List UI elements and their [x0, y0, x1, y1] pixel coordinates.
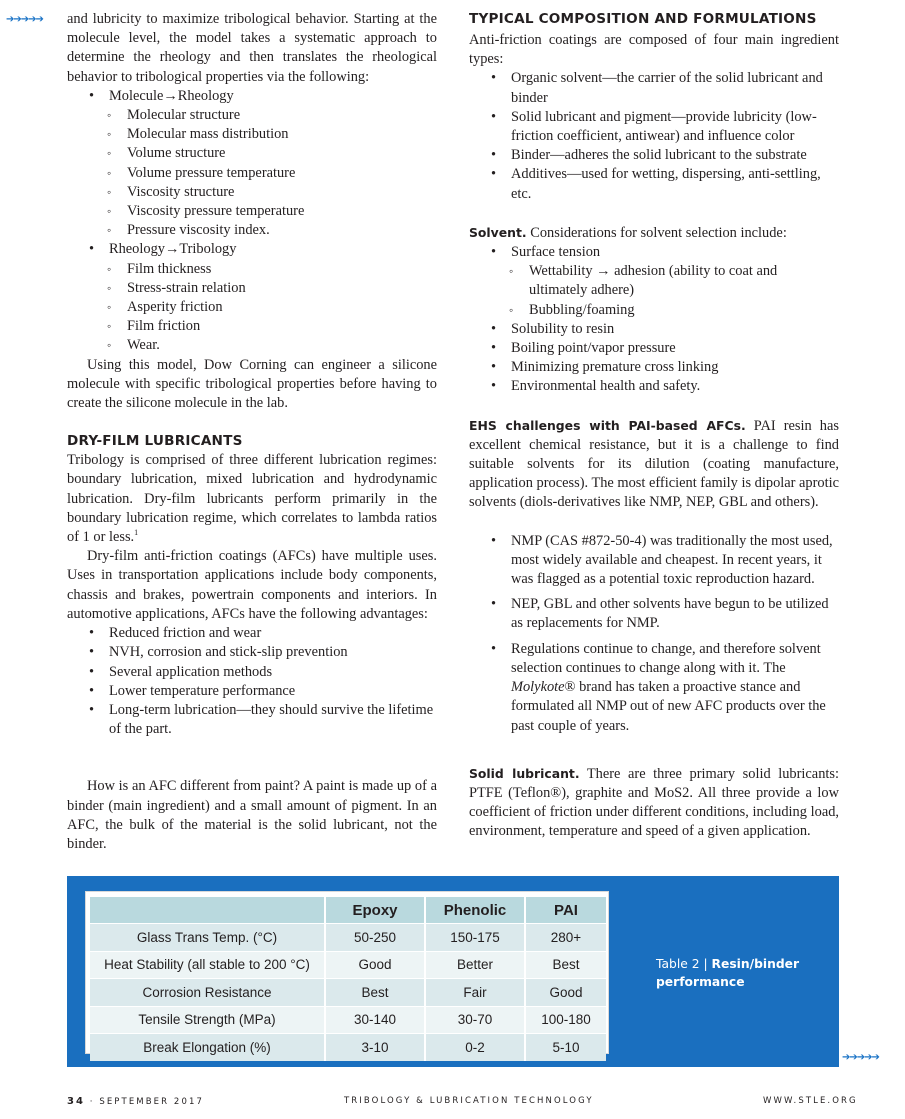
list-item: • Binder—adheres the solid lubricant to the substrate — [469, 146, 839, 165]
list-item: ◦ Film thickness — [109, 260, 437, 279]
table-row — [90, 951, 606, 979]
table-caption-title: Resin/binder performance — [656, 957, 800, 989]
table-cell: Good — [326, 951, 426, 979]
table-caption-number: Table 2 | — [656, 957, 708, 971]
table-cell: 100-180 — [526, 1006, 606, 1034]
table-cell: Fair — [426, 978, 526, 1006]
table-cell: 150-175 — [426, 923, 526, 951]
table-cell: 280+ — [526, 923, 606, 951]
table-cell: Corrosion Resistance — [90, 978, 326, 1006]
list-item: • NVH, corrosion and stick-slip prevention — [67, 643, 437, 662]
list-item: • NMP (CAS #872-50-4) was traditionally the most used, most widely available and cheapest. In recent years, it was flagged as a potential toxic reproduction hazard. — [469, 532, 839, 590]
solid-lubricant-paragraph: Solid lubricant. There are three primary solid lubricants: PTFE (Teflon®), graphite and MoS2. All three provide a low coefficient of friction under different conditions, including load, environment, temperature and speed of a given application. — [469, 765, 839, 840]
advantages-list — [67, 624, 437, 739]
table-cell: Break Elongation (%) — [90, 1033, 326, 1061]
sub-list — [109, 106, 437, 240]
ehs-list — [469, 532, 839, 736]
table-cell: 30-140 — [326, 1006, 426, 1034]
list-item: ◦ Viscosity pressure temperature — [109, 202, 437, 221]
model-list — [67, 87, 437, 356]
list-item: ◦ Film friction — [109, 317, 437, 336]
table-row — [90, 978, 606, 1006]
list-item: • Surface tension ◦ Wettability → adhesion (ability to coat and ultimately adhere) ◦ Bubbling/foaming — [469, 243, 839, 320]
list-item: ◦ Pressure viscosity index. — [109, 221, 437, 240]
left-column — [67, 10, 437, 854]
table-header-cell: Epoxy — [326, 897, 426, 923]
website-url: WWW.STLE.ORG — [763, 1096, 858, 1106]
list-item: • Minimizing premature cross linking — [469, 358, 839, 377]
footer-left — [67, 1096, 204, 1107]
list-item: • Molecule→Rheology ◦ Molecular structure ◦ Molecular mass distribution ◦ Volume structure ◦ Volume pressure temperature ◦ Viscosity structure ◦ Viscosity pressure temperature ◦ Pressure viscosity index. — [67, 87, 437, 241]
table-row — [90, 923, 606, 951]
model-paragraph: Using this model, Dow Corning can engineer a silicone molecule with specific tribological properties before having to create the silicone molecule in the lab. — [67, 356, 437, 412]
continues-arrows-icon: ➔➔➔➔➔ — [842, 1052, 879, 1063]
list-item: ◦ Bubbling/foaming — [511, 301, 839, 320]
list-item: • Regulations continue to change, and therefore solvent selection continues to change along with it. The Molykote® brand has taken a proactive stance and formulated all NMP out of new AFC products over the past couple of years. — [469, 640, 839, 736]
list-item: ◦ Molecular mass distribution — [109, 125, 437, 144]
table-figure-panel — [67, 876, 839, 1067]
table-caption — [656, 955, 816, 991]
list-item: • Boiling point/vapor pressure — [469, 339, 839, 358]
list-item: • Reduced friction and wear — [67, 624, 437, 643]
table-cell: Good — [526, 978, 606, 1006]
list-item: • Several application methods — [67, 663, 437, 682]
table-header-row — [90, 897, 606, 923]
table-header-cell: Phenolic — [426, 897, 526, 923]
paint-paragraph: How is an AFC different from paint? A paint is made up of a binder (main ingredient) and a small amount of pigment. In an AFC, the bulk of the material is the solid lubricant, not the binder. — [67, 778, 437, 852]
ehs-paragraph: EHS challenges with PAI-based AFCs. PAI resin has excellent chemical resistance, but it is a challenge to find suitable solvents for its dilution (coating manufacture, application process). The most efficient family is dipolar aprotic solvents (diols-derivatives like NMP, NEP, GBL and others). — [469, 417, 839, 511]
list-item: • Long-term lubrication—they should survive the lifetime of the part. — [67, 701, 437, 739]
list-item: • Lower temperature performance — [67, 682, 437, 701]
table-cell: 5-10 — [526, 1033, 606, 1061]
list-item: ◦ Volume structure — [109, 144, 437, 163]
list-item: ◦ Wettability → adhesion (ability to coat and ultimately adhere) — [511, 262, 839, 300]
list-item: • Additives—used for wetting, dispersing, anti-settling, etc. — [469, 165, 839, 203]
composition-intro: Anti-friction coatings are composed of four main ingredient types: — [469, 32, 839, 68]
right-column — [469, 10, 839, 842]
table-cell: Heat Stability (all stable to 200 °C) — [90, 951, 326, 979]
ingredients-list — [469, 69, 839, 203]
list-item: • NEP, GBL and other solvents have begun to be utilized as replacements for NMP. — [469, 595, 839, 633]
table-cell: Glass Trans Temp. (°C) — [90, 923, 326, 951]
list-item: ◦ Asperity friction — [109, 298, 437, 317]
solvent-list — [469, 243, 839, 397]
dry-film-paragraph-2: Dry-film anti-friction coatings (AFCs) have multiple uses. Uses in transportation applications include body components, chassis and brakes, powertrain components and interiors. In automotive applications, AFCs have the following advantages: — [67, 548, 437, 622]
table-row — [90, 1006, 606, 1034]
section-heading-composition: TYPICAL COMPOSITION AND FORMULATIONS — [469, 11, 817, 27]
intro-paragraph: and lubricity to maximize tribological behavior. Starting at the molecule level, the model takes a systematic approach to determine the rheology and then translates the rheological behavior to tribological properties via the following: — [67, 11, 437, 85]
sub-list — [511, 262, 839, 320]
footnote-ref: 1 — [134, 528, 139, 538]
table-cell: Best — [326, 978, 426, 1006]
list-item: ◦ Viscosity structure — [109, 183, 437, 202]
table-header-cell: PAI — [526, 897, 606, 923]
list-item: ◦ Wear. — [109, 336, 437, 355]
issue-date: · SEPTEMBER 2017 — [89, 1097, 204, 1107]
table-cell: 30-70 — [426, 1006, 526, 1034]
list-item: • Environmental health and safety. — [469, 377, 839, 396]
dry-film-paragraph-1: Tribology is comprised of three different lubrication regimes: boundary lubrication, mixed lubrication and hydrodynamic lubrication. Dry-film lubricants perform primarily in the boundary lubrication regime, which correlates to lambda ratios of 1 or less.$^1$ — [67, 452, 437, 546]
table-cell: Best — [526, 951, 606, 979]
list-item: ◦ Molecular structure — [109, 106, 437, 125]
table-cell: Tensile Strength (MPa) — [90, 1006, 326, 1034]
table-cell: 3-10 — [326, 1033, 426, 1061]
resin-table-container — [85, 891, 609, 1054]
table-cell: Better — [426, 951, 526, 979]
table-header-cell — [90, 897, 326, 923]
list-item: • Solubility to resin — [469, 320, 839, 339]
table-cell: 50-250 — [326, 923, 426, 951]
sub-list — [109, 260, 437, 356]
list-item: ◦ Stress-strain relation — [109, 279, 437, 298]
solvent-paragraph: Solvent. Considerations for solvent selection include: — [469, 224, 787, 241]
list-item: • Organic solvent—the carrier of the solid lubricant and binder — [469, 69, 839, 107]
list-item: ◦ Volume pressure temperature — [109, 164, 437, 183]
table-cell: 0-2 — [426, 1033, 526, 1061]
table-row — [90, 1033, 606, 1061]
list-item: • Rheology→Tribology ◦ Film thickness ◦ Stress-strain relation ◦ Asperity friction ◦ Film friction ◦ Wear. — [67, 240, 437, 355]
page-number: 34 — [67, 1096, 85, 1107]
continued-from-arrows-icon: ➔➔➔➔➔ — [6, 14, 43, 25]
section-heading-dry-film: DRY-FILM LUBRICANTS — [67, 433, 243, 450]
resin-performance-table — [90, 897, 606, 1061]
list-item: • Solid lubricant and pigment—provide lubricity (low-friction coefficient, antiwear) and influence color — [469, 108, 839, 146]
journal-title: TRIBOLOGY & LUBRICATION TECHNOLOGY — [344, 1096, 594, 1106]
